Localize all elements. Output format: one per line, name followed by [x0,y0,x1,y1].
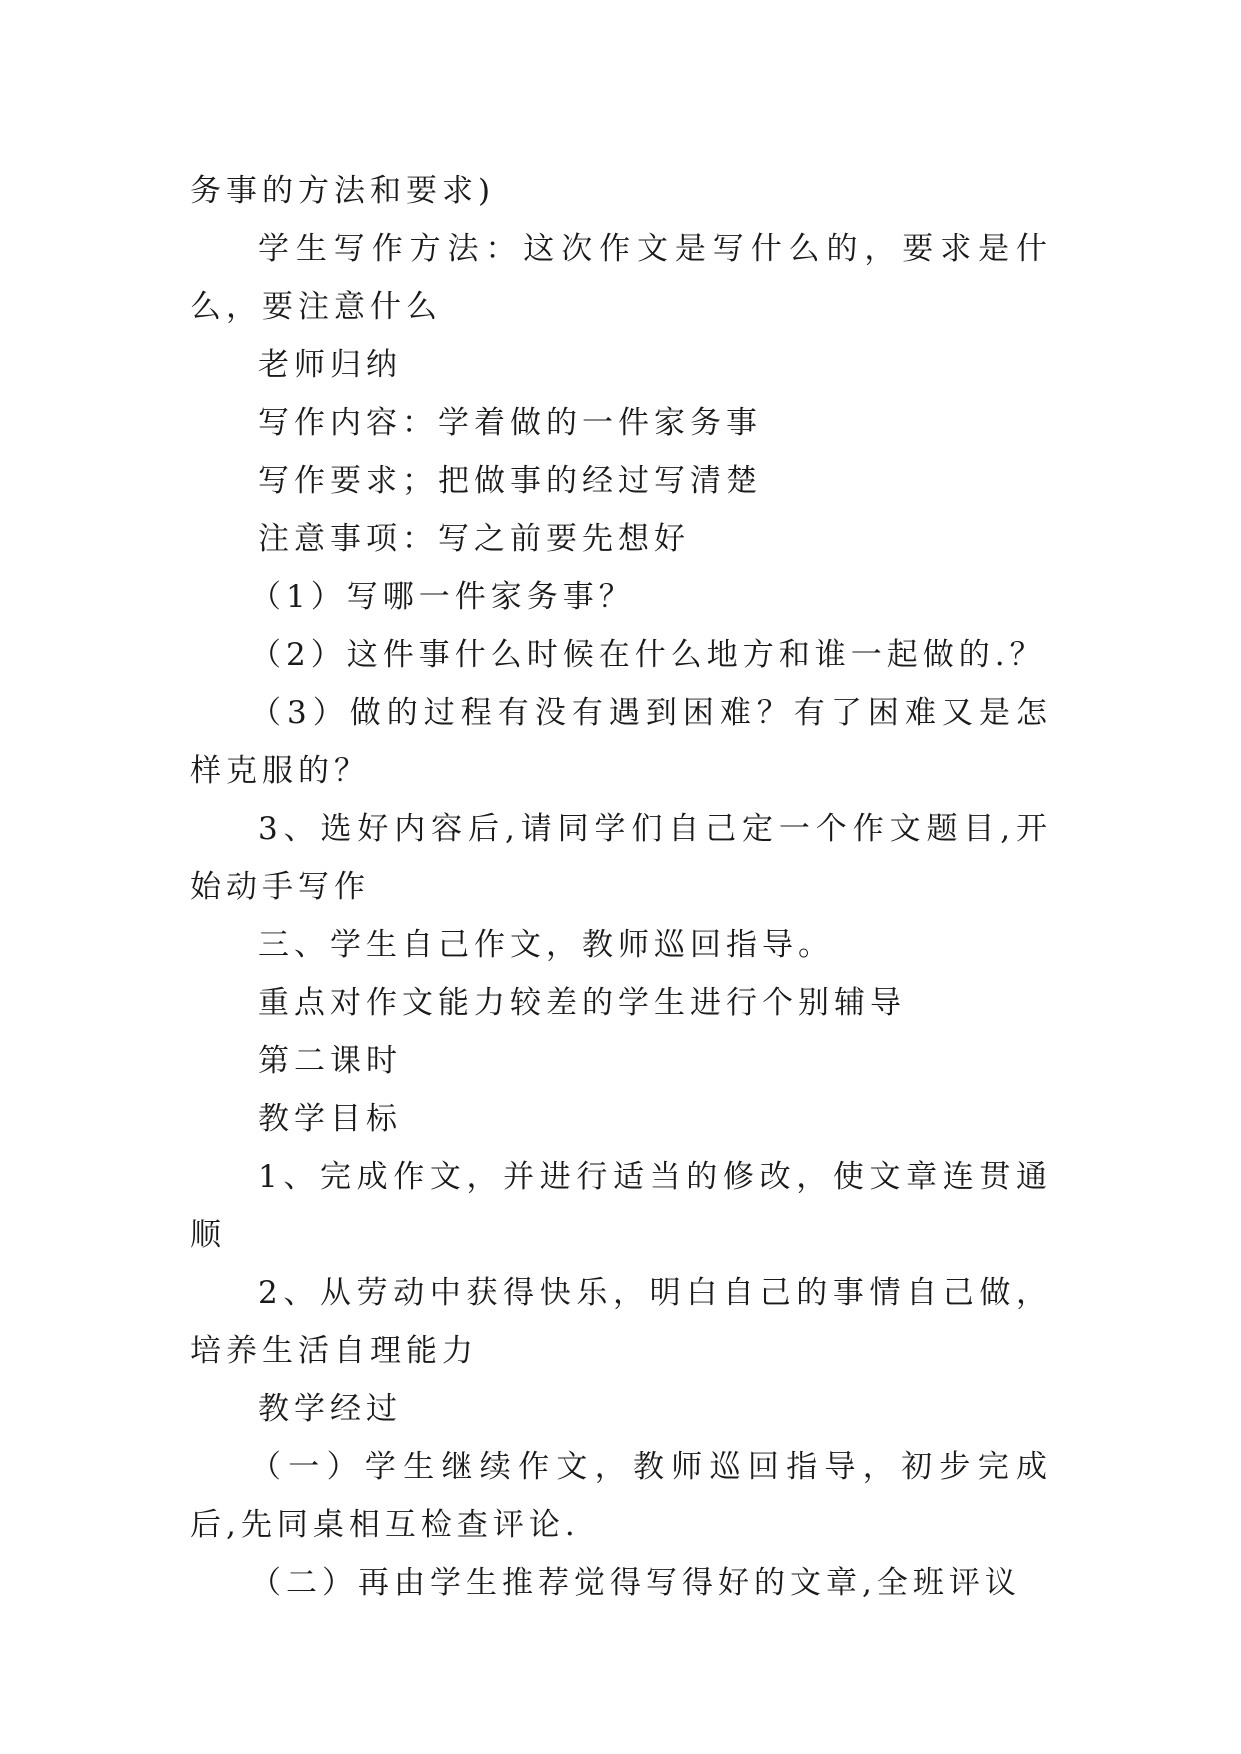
paragraph-7: （1）写哪一件家务事？ [250,579,635,615]
paragraph-3: 老师归纳 [258,347,402,383]
paragraph-10: 3、选好内容后,请同学们自己定一个作文题目,开始动手写作 [190,811,1052,905]
paragraph-17: 教学经过 [258,1391,402,1427]
paragraph-16: 2、从劳动中获得快乐，明白自己的事情自己做，培养生活自理能力 [190,1275,1052,1369]
paragraph-6: 注意事项：写之前要先想好 [258,521,690,557]
paragraph-19: （二）再由学生推荐觉得写得好的文章,全班评议 [250,1565,1021,1601]
paragraph-9: （3）做的过程有没有遇到困难？有了困难又是怎样克服的？ [190,695,1052,789]
paragraph-2: 学生写作方法：这次作文是写什么的，要求是什么，要注意什么 [190,231,1052,325]
paragraph-11: 三、学生自己作文，教师巡回指导。 [258,927,834,963]
paragraph-1: 务事的方法和要求) [190,173,496,209]
paragraph-12: 重点对作文能力较差的学生进行个别辅导 [258,985,906,1021]
paragraph-8: （2）这件事什么时候在什么地方和谁一起做的.？ [250,637,1046,673]
paragraph-5: 写作要求；把做事的经过写清楚 [258,463,762,499]
paragraph-14: 教学目标 [258,1101,402,1137]
paragraph-15: 1、完成作文，并进行适当的修改，使文章连贯通顺 [190,1159,1052,1253]
paragraph-13: 第二课时 [258,1043,402,1079]
paragraph-4: 写作内容：学着做的一件家务事 [258,405,762,441]
paragraph-18: （一）学生继续作文，教师巡回指导，初步完成后,先同桌相互检查评论. [190,1449,1052,1543]
document-body [190,162,1052,1612]
